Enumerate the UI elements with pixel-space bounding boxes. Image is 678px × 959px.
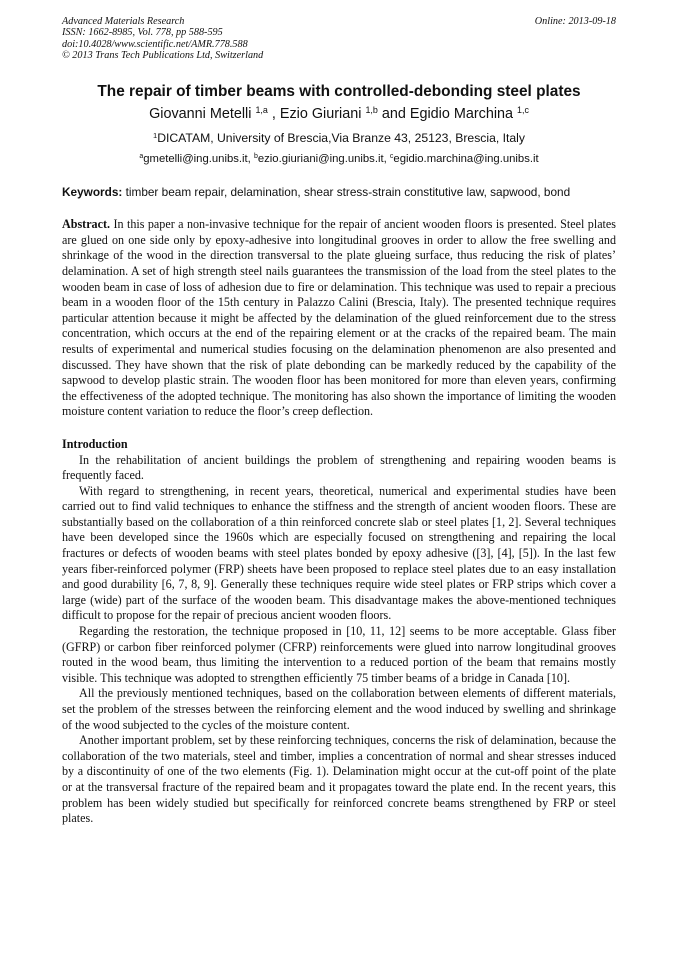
email-text: ezio.giuriani@ing.unibs.it, [257, 153, 390, 166]
author-separator: , [271, 106, 280, 123]
author-name: Egidio Marchina [409, 106, 514, 123]
author-affiliation-mark: 1,c [517, 105, 529, 116]
email-mark: b [253, 153, 258, 161]
abstract-text: In this paper a non-invasive technique for the repair of ancient wooden floors is presented. Steel plates are glued on one side only by epoxy-adhesive into longitudinal grooves in order to allow the free swelling and shrinkage of the wood in the direction transversal to the plate glueing surface, thus reducing the risk of plates’ delamination. A set of high strength steel nails guarantees the transmission of the load from the steel plates to the wooden beam in case of loss of adhesion due to fire or delamination. This technique was used to repair a precious beam in a wooden floor of the 15th century in Palazzo Calini (Brescia, Italy). The presented technique requires particular attention because it might be affected by the delamination of the glued reinforcement due to the stress concentration, which occurs at the end of the repairing element or at the cracks of the repaired beam. The main results of experimental and numerical studies focusing on the delamination phenomenon are also presented and discussed. They have shown that the risk of plate debonding can be markedly reduced by the capability of the sapwood to develop plastic strain. The wooden floor has been monitored for more than eleven years, confirming the effectiveness of the adopted technique. The monitoring has also shown the importance of limiting the wooden moisture content variation to reduce the floor’s creep deflection. [62, 217, 616, 419]
body-paragraph: In the rehabilitation of ancient buildings the problem of strengthening and repairing wooden beams is frequently faced. [62, 452, 616, 483]
abstract [62, 217, 616, 420]
body-paragraph: Another important problem, set by these reinforcing techniques, concerns the risk of delamination, because the collaboration of the two materials, steel and timber, implies a concentration of normal and shear stresses induced by a discontinuity of one of the two elements (Fig. 1). Delamination might occur at the cut-off point of the plate or at the transversal fracture of the repaired beam and it propagates toward the plate end. In the recent years, this problem has been widely studied but specifically for reinforced concrete beams strengthened by FRP or steel plates. [62, 733, 616, 826]
affiliation [62, 130, 616, 146]
affiliation-mark: 1 [152, 131, 158, 141]
email-mark: a [139, 153, 144, 161]
doi-line: doi:10.4028/www.scientific.net/AMR.778.588 [62, 38, 248, 50]
author-name: Ezio Giuriani [279, 106, 362, 123]
journal-header [62, 16, 616, 61]
issn-line: ISSN: 1662-8985, Vol. 778, pp 588-595 [62, 27, 223, 39]
keywords-label: Keywords: [62, 185, 123, 200]
author-emails [62, 151, 616, 167]
affiliation-text: DICATAM, University of Brescia,Via Branze 43, 25123, Brescia, Italy [157, 131, 525, 146]
author-separator: and [381, 106, 410, 123]
author-name: Giovanni Metelli [149, 106, 252, 123]
section-heading-introduction: Introduction [62, 436, 128, 451]
abstract-label: Abstract. [62, 217, 111, 232]
email-text: egidio.marchina@ing.unibs.it [393, 153, 539, 166]
copyright-line: © 2013 Trans Tech Publications Ltd, Switzerland [62, 49, 264, 61]
email-text: gmetelli@ing.unibs.it, [143, 153, 254, 166]
body-paragraph: With regard to strengthening, in recent years, theoretical, numerical and experimental studies have been carried out to find valid techniques to enhance the stiffness and the strength of ancient wooden floors. These are substantially based on the collaboration of a thin reinforced concrete slab or steel plates [1, 2]. Several techniques have been developed since the 1960s which are especially focused on strengthening and repairing the local fractures or defects of wooden beams with steel plates bonded by epoxy adhesive ([3], [4], [5]). In the last few years fiber-reinforced polymer (FRP) sheets have been proposed to replace steel plates due to an easy installation and good durability [6, 7, 8, 9]. Generally these techniques require wide steel plates or FRP strips which cover a large (wide) part of the surface of the wooden beam. This disadvantage makes the above-mentioned techniques difficult to propose for the repair of precious ancient wooden floors. [62, 483, 616, 623]
author-affiliation-mark: 1,a [255, 105, 268, 116]
keywords [62, 185, 616, 200]
body-paragraph: All the previously mentioned techniques, based on the collaboration between elements of different materials, set the problem of the stresses between the reinforcing element and the wood induced by swelling and shrinkage of the wood subjected to the cycles of the moisture content. [62, 686, 616, 732]
author-list [62, 105, 616, 124]
author-affiliation-mark: 1,b [365, 105, 378, 116]
online-date: Online: 2013-09-18 [534, 16, 616, 27]
email-mark: c [389, 153, 394, 161]
body-paragraph: Regarding the restoration, the technique proposed in [10, 11, 12] seems to be more acceptable. Glass fiber (GFRP) or carbon fiber reinforced polymer (CFRP) reinforcements were glued into narrow longitudinal grooves routed in the wood beam, thus limiting the intervention to a reduced portion of the beam that remains mostly visible. This technique was adopted to strengthen efficiently 75 timber beams of a bridge in Canada [10]. [62, 624, 616, 685]
paper-title: The repair of timber beams with controlled-debonding steel plates [97, 83, 581, 101]
journal-name: Advanced Materials Research [62, 16, 185, 27]
keywords-text: timber beam repair, delamination, shear stress-strain constitutive law, sapwood, bond [122, 185, 571, 200]
